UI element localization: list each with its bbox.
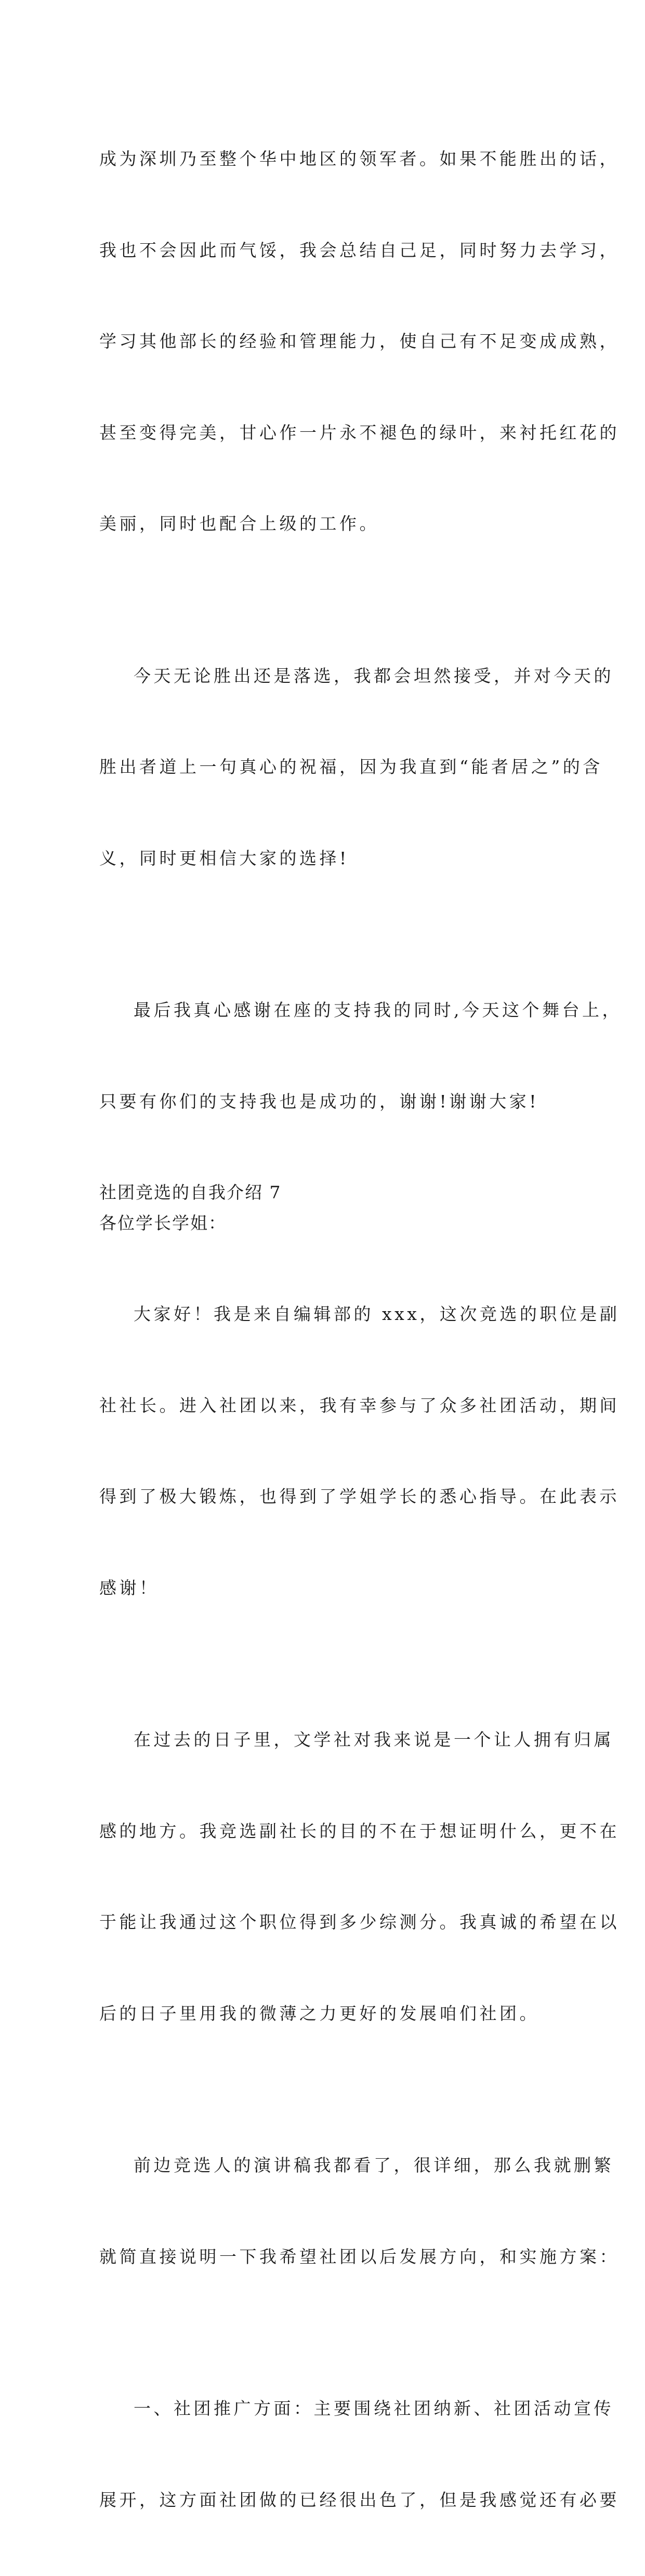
text-line: 成为深圳乃至整个华中地区的领军者。如果不能胜出的话， xyxy=(99,149,620,169)
text-line: 就简直接说明一下我希望社团以后发展方向，和实施方案： xyxy=(99,2246,620,2267)
salutation: 各位学长学姐： xyxy=(99,1212,227,1233)
text-line: 大家好！我是来自编辑部的 xxx，这次竞选的职位是副 xyxy=(134,1304,620,1324)
text-line: 前边竞选人的演讲稿我都看了，很详细，那么我就删繁 xyxy=(134,2155,614,2175)
text-line: 得到了极大锻炼，也得到了学姐学长的悉心指导。在此表示 xyxy=(99,1486,620,1507)
text-line: 我也不会因此而气馁，我会总结自己足，同时努力去学习， xyxy=(99,240,620,260)
paragraph xyxy=(99,1664,620,2090)
text-line: 义，同时更相信大家的选择! xyxy=(99,848,349,868)
text-line: 感的地方。我竞选副社长的目的不在于想证明什么，更不在 xyxy=(99,1820,620,1841)
text-line: 感谢！ xyxy=(99,1577,160,1598)
text-line: 甚至变得完美，甘心作一片永不褪色的绿叶，来衬托红花的 xyxy=(99,422,620,443)
section-heading: 社团竞选的自我介绍 7 xyxy=(99,1182,282,1203)
paragraph xyxy=(99,2333,620,2576)
paragraph xyxy=(99,1238,620,1664)
paragraph xyxy=(99,83,620,600)
text-line: 在过去的日子里，文学社对我来说是一个让人拥有归属 xyxy=(134,1729,614,1750)
text-line: 于能让我通过这个职位得到多少综测分。我真诚的希望在以 xyxy=(99,1912,620,1932)
paragraph xyxy=(99,2090,620,2333)
text-line: 今天无论胜出还是落选，我都会坦然接受，并对今天的 xyxy=(134,665,614,686)
text-line: 美丽，同时也配合上级的工作。 xyxy=(99,513,379,534)
text-line: 学习其他部长的经验和管理能力，使自己有不足变成成熟， xyxy=(99,331,620,351)
text-line: 最后我真心感谢在座的支持我的同时,今天这个舞台上， xyxy=(134,1000,622,1020)
text-line: 后的日子里用我的微薄之力更好的发展咱们社团。 xyxy=(99,2003,539,2024)
paragraph xyxy=(99,934,622,1178)
paragraph xyxy=(99,600,614,935)
text-line: 社社长。进入社团以来，我有幸参与了众多社团活动，期间 xyxy=(99,1395,620,1416)
text-line: 一、社团推广方面：主要围绕社团纳新、社团活动宣传 xyxy=(134,2398,614,2419)
text-line: 胜出者道上一句真心的祝福，因为我直到“能者居之”的含 xyxy=(99,757,603,777)
text-line: 展开，这方面社团做的已经很出色了，但是我感觉还有必要 xyxy=(99,2489,620,2510)
document-body xyxy=(99,83,622,2576)
text-line: 只要有你们的支持我也是成功的，谢谢!谢谢大家! xyxy=(99,1091,539,1112)
